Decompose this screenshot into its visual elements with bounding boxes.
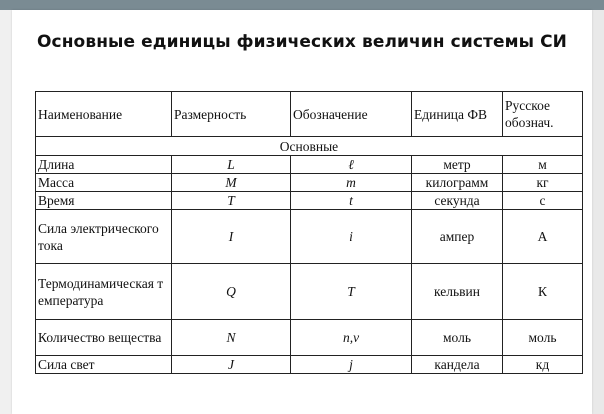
- table-row: [36, 264, 583, 320]
- header-ru-symbol: Русское обознач.: [503, 92, 583, 137]
- table-row: [36, 356, 583, 374]
- cell-unit: метр: [412, 156, 503, 174]
- header-unit: Единица ФВ: [412, 92, 503, 137]
- cell-name: Термодинамическая температура: [36, 264, 172, 320]
- cell-symbol: n,ν: [291, 320, 412, 356]
- table-row: [36, 156, 583, 174]
- cell-unit: кандела: [412, 356, 503, 374]
- header-dimension: Размерность: [172, 92, 291, 137]
- cell-unit: секунда: [412, 192, 503, 210]
- table-row: [36, 174, 583, 192]
- cell-dimension: N: [172, 320, 291, 356]
- cell-ru-symbol: К: [503, 264, 583, 320]
- cell-unit: кельвин: [412, 264, 503, 320]
- cell-name: Время: [36, 192, 172, 210]
- cell-name: Количество вещества: [36, 320, 172, 356]
- header-symbol: Обозначение: [291, 92, 412, 137]
- cell-ru-symbol: кг: [503, 174, 583, 192]
- cell-symbol: ℓ: [291, 156, 412, 174]
- document-page: [12, 10, 592, 414]
- table-header-row: [36, 92, 583, 137]
- cell-symbol: t: [291, 192, 412, 210]
- cell-name: Длина: [36, 156, 172, 174]
- cell-dimension: M: [172, 174, 291, 192]
- cell-dimension: Q: [172, 264, 291, 320]
- window-top-bar: [0, 0, 604, 10]
- table-row: [36, 320, 583, 356]
- cell-dimension: L: [172, 156, 291, 174]
- table-row: [36, 210, 583, 264]
- cell-ru-symbol: А: [503, 210, 583, 264]
- cell-dimension: T: [172, 192, 291, 210]
- cell-name: Масса: [36, 174, 172, 192]
- table-row: [36, 192, 583, 210]
- cell-symbol: m: [291, 174, 412, 192]
- cell-ru-symbol: моль: [503, 320, 583, 356]
- cell-symbol: T: [291, 264, 412, 320]
- cell-ru-symbol: м: [503, 156, 583, 174]
- section-label: Основные: [36, 137, 583, 156]
- cell-ru-symbol: кд: [503, 356, 583, 374]
- cell-name: Сила свет: [36, 356, 172, 374]
- page-title: Основные единицы физических величин системы СИ: [36, 32, 567, 52]
- table-section-row: [36, 137, 583, 156]
- cell-unit: ампер: [412, 210, 503, 264]
- cell-name: Сила электрического тока: [36, 210, 172, 264]
- cell-ru-symbol: с: [503, 192, 583, 210]
- cell-unit: килограмм: [412, 174, 503, 192]
- cell-symbol: i: [291, 210, 412, 264]
- header-name: Наименование: [36, 92, 172, 137]
- cell-dimension: J: [172, 356, 291, 374]
- scroll-area-edge: [592, 10, 604, 414]
- cell-dimension: I: [172, 210, 291, 264]
- cell-unit: моль: [412, 320, 503, 356]
- cell-symbol: j: [291, 356, 412, 374]
- si-units-table: [35, 91, 583, 374]
